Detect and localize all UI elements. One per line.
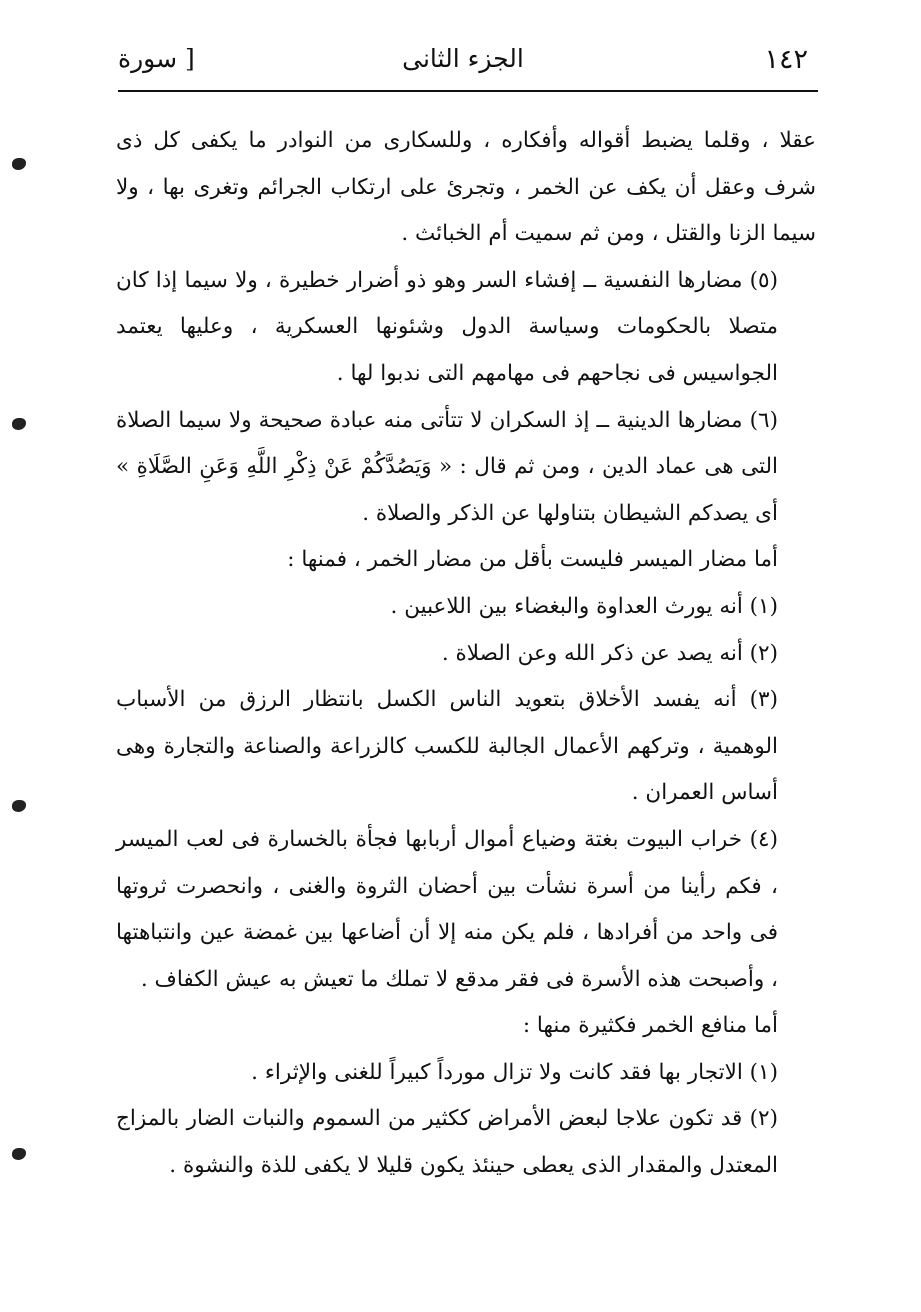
- surah-label: [ سورة: [118, 44, 195, 73]
- page-header: [118, 40, 808, 80]
- page-body: [116, 118, 816, 1190]
- scan-speck: [12, 1148, 26, 1160]
- list-item-ruin: (٤) خراب البيوت بغتة وضياع أموال أربابها فجأة بالخسارة فى لعب الميسر ، فكم رأينا من أسرة نشأت بين أحضان الثروة والغنى ، وانحصرت ثروتها فى واحد من أفرادها ، فلم يكن منه إلا أن أضاعها بين غمضة عين وانتباهتها ، وأصبحت هذه الأسرة فى فقر مدقع لا تملك ما تعيش به عيش الكفاف .: [116, 826, 778, 992]
- scan-speck: [12, 158, 26, 170]
- list-item-morals: (٣) أنه يفسد الأخلاق بتعويد الناس الكسل بانتظار الرزق من الأسباب الوهمية ، وتركهم الأعمال الجالبة للكسب كالزراعة والصناعة والتجارة وهى أساس العمران .: [116, 687, 778, 806]
- list-item-remedy: (٢) قد تكون علاجا لبعض الأمراض ككثير من السموم والنبات الضار بالمزاج المعتدل والمقدار الذى يعطى حينئذ يكون قليلا لا يكفى للذة والنشوة .: [116, 1106, 778, 1179]
- header-rule: [118, 90, 818, 92]
- paragraph-religious-harms: (٦) مضارها الدينية ــ إذ السكران لا تتأتى منه عبادة صحيحة ولا سيما الصلاة التى هى عماد الدين ، ومن ثم قال : « وَيَصُدَّكُمْ عَنْ ذِكْرِ اللَّهِ وَعَنِ الصَّلَاةِ » أى يصدكم الشيطان بتناولها عن الذكر والصلاة .: [116, 407, 778, 526]
- list-item-prayer: (٢) أنه يصد عن ذكر الله وعن الصلاة .: [441, 640, 778, 666]
- paragraph-gambling-harms-intro: أما مضار الميسر فليست بأقل من مضار الخمر ، فمنها :: [287, 547, 778, 573]
- list-item-trade: (١) الاتجار بها فقد كانت ولا تزال مورداً كبيراً للغنى والإثراء .: [251, 1059, 778, 1085]
- paragraph-wine-benefits-intro: أما منافع الخمر فكثيرة منها :: [522, 1013, 778, 1039]
- scan-speck: [12, 800, 26, 812]
- page-number: ١٤٢: [764, 44, 808, 75]
- paragraph-psychological-harms: (٥) مضارها النفسية ــ إفشاء السر وهو ذو أضرار خطيرة ، ولا سيما إذا كان متصلا بالحكومات وسياسة الدول وشئونها العسكرية ، وعليها يعتمد الجواسيس فى نجاحهم فى مهامهم التى ندبوا لها .: [116, 267, 778, 386]
- scan-speck: [12, 418, 26, 430]
- paragraph-continuation: عقلا ، وقلما يضبط أقواله وأفكاره ، وللسكارى من النوادر ما يكفى كل ذى شرف وعقل أن يكف عن الخمر ، وتجرئ على ارتكاب الجرائم وتغرى بها ، ولا سيما الزنا والقتل ، ومن ثم سميت أم الخبائث .: [116, 128, 816, 247]
- running-title: الجزء الثانى: [402, 44, 524, 73]
- list-item-enmity: (١) أنه يورث العداوة والبغضاء بين اللاعبين .: [390, 593, 778, 619]
